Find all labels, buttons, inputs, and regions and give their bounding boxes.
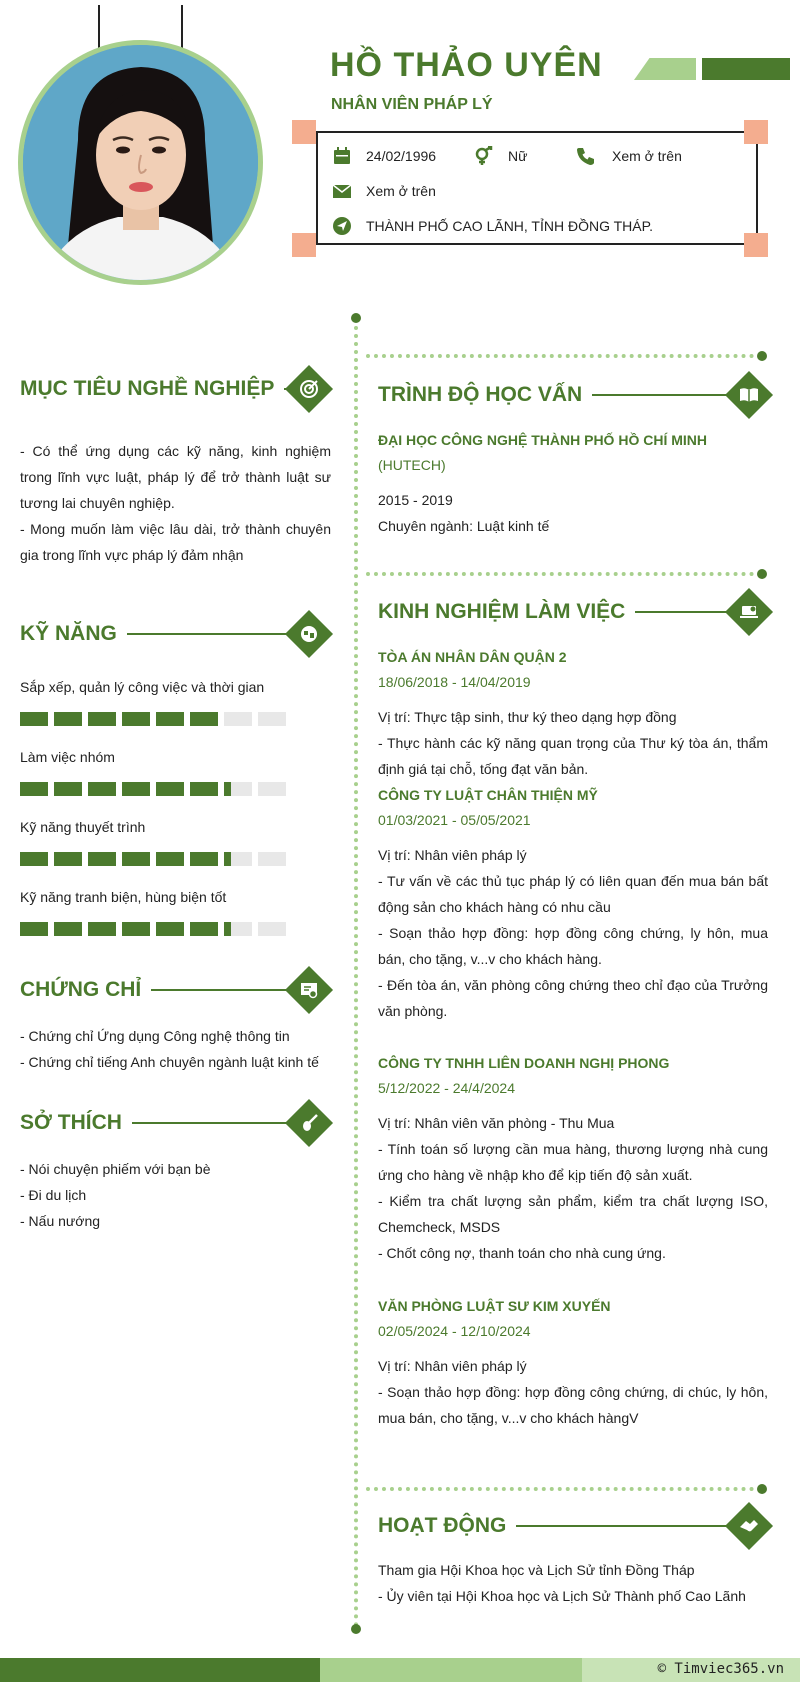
job-line: - Soạn thảo hợp đồng: hợp đồng công chứng, di chúc, ly hôn, mua bán, cho tặng, v...v cho khách hàngV — [378, 1384, 768, 1426]
section-line — [635, 611, 726, 613]
certificate-item: - Chứng chỉ tiếng Anh chuyên ngành luật kinh tế — [20, 1054, 319, 1070]
corner-bottom-left — [292, 233, 316, 257]
divider-activities — [366, 1487, 762, 1491]
objective-line: - Có thể ứng dụng các kỹ năng, kinh nghiệm trong lĩnh vực luật, pháp lý để trở thành luật sư tương lai chuyên nghiệp. — [20, 443, 331, 511]
gender-row — [474, 146, 527, 166]
dob-row — [332, 146, 436, 166]
location-icon — [332, 216, 352, 236]
job-company: CÔNG TY LUẬT CHÂN THIỆN MỸ — [378, 787, 598, 803]
job-line: - Đến tòa án, văn phòng công chứng theo chỉ đạo của Trưởng văn phòng. — [378, 977, 768, 1019]
skill-segment — [88, 852, 116, 866]
skill-segment — [156, 922, 184, 936]
violin-icon — [285, 1099, 333, 1147]
puzzle-icon — [285, 610, 333, 658]
corner-top-left — [292, 120, 316, 144]
skill-segment-fill — [122, 852, 150, 866]
activities-text — [378, 1557, 768, 1609]
skill-level-bar — [20, 782, 286, 796]
section-line — [132, 1122, 286, 1124]
section-line — [516, 1525, 726, 1527]
laptop-icon — [725, 588, 773, 636]
skill-label: Sắp xếp, quản lý công việc và thời gian — [20, 679, 265, 695]
skill-segment — [88, 782, 116, 796]
skill-segment-fill — [88, 852, 116, 866]
skill-segment — [54, 852, 82, 866]
skill-segment-fill — [190, 852, 218, 866]
section-education-header — [378, 378, 772, 412]
skill-segment — [54, 712, 82, 726]
skill-segment-fill — [156, 712, 184, 726]
gender-icon — [474, 146, 494, 166]
job-line: Vị trí: Nhân viên pháp lý — [378, 847, 527, 863]
education-years: 2015 - 2019 — [378, 492, 453, 508]
skill-label: Kỹ năng tranh biện, hùng biện tốt — [20, 889, 227, 905]
timeline-end-dot — [351, 1624, 361, 1634]
target-icon — [285, 365, 333, 413]
skill-segment — [156, 712, 184, 726]
section-line — [592, 394, 726, 396]
job-line: - Tính toán số lượng cần mua hàng, thương lượng nhà cung ứng cho hàng về nhập kho để kịp tiến độ sản xuất. — [378, 1141, 768, 1183]
skill-segment — [224, 852, 252, 866]
job-period: 18/06/2018 - 14/04/2019 — [378, 674, 531, 690]
section-line — [151, 989, 286, 991]
job-line: Vị trí: Thực tập sinh, thư ký theo dạng hợp đồng — [378, 709, 677, 725]
skill-segment-fill — [20, 782, 48, 796]
skill-segment-fill — [88, 782, 116, 796]
job-company: CÔNG TY TNHH LIÊN DOANH NGHỊ PHONG — [378, 1055, 670, 1071]
phone-icon — [576, 146, 596, 166]
skill-segment-fill — [224, 852, 231, 866]
skill-segment — [224, 782, 252, 796]
envelope-icon — [332, 181, 352, 201]
skill-segment — [20, 852, 48, 866]
job-line: Vị trí: Nhân viên văn phòng - Thu Mua — [378, 1115, 615, 1131]
skill-segment — [258, 712, 286, 726]
footer-watermark: © Timviec365.vn — [657, 1661, 784, 1677]
section-skills-header — [20, 617, 332, 651]
job-company: TÒA ÁN NHÂN DÂN QUẬN 2 — [378, 649, 567, 665]
section-certificates-header — [20, 973, 332, 1007]
skill-segment — [88, 712, 116, 726]
skill-level-bar — [20, 922, 286, 936]
footer-bar-mid — [320, 1658, 582, 1682]
job-details — [378, 1353, 768, 1431]
section-line — [127, 633, 286, 635]
job-details — [378, 1110, 768, 1266]
calendar-icon — [332, 146, 352, 166]
email-row — [332, 181, 436, 201]
skill-segment — [190, 782, 218, 796]
skill-segment-fill — [54, 922, 82, 936]
skill-segment — [122, 782, 150, 796]
skill-segment — [122, 852, 150, 866]
timeline-vertical — [354, 318, 358, 1628]
education-school-short: (HUTECH) — [378, 457, 446, 473]
hanger-line-right — [181, 5, 183, 50]
job-details — [378, 704, 768, 782]
skill-segment — [224, 922, 252, 936]
book-icon — [725, 371, 773, 419]
section-activities-title: HOẠT ĐỘNG — [378, 1514, 507, 1537]
education-details — [378, 487, 768, 539]
job-line: - Soạn thảo hợp đồng: hợp đồng công chứng, ly hôn, mua bán, cho tặng, v...v cho khách hàng. — [378, 925, 768, 967]
phone-value: Xem ở trên — [612, 148, 682, 164]
skill-segment-fill — [190, 782, 218, 796]
job-line: - Kiểm tra chất lượng sản phẩm, kiểm tra chất lượng ISO, Chemcheck, MSDS — [378, 1193, 768, 1235]
skill-segment-fill — [122, 712, 150, 726]
skill-segment — [20, 782, 48, 796]
certificates-text — [20, 1023, 340, 1075]
address-value: THÀNH PHỐ CAO LÃNH, TỈNH ĐỒNG THÁP. — [366, 218, 654, 234]
section-education-title: TRÌNH ĐỘ HỌC VẤN — [378, 383, 583, 406]
phone-row — [576, 146, 682, 166]
skill-level-bar — [20, 852, 286, 866]
job-period: 02/05/2024 - 12/10/2024 — [378, 1323, 531, 1339]
skill-segment — [156, 852, 184, 866]
skill-segment — [258, 782, 286, 796]
activity-item: Tham gia Hội Khoa học và Lịch Sử tỉnh Đồng Tháp — [378, 1562, 695, 1578]
skill-segment — [156, 782, 184, 796]
section-hobbies-header — [20, 1106, 332, 1140]
skill-segment — [190, 852, 218, 866]
footer-bar-dark — [0, 1658, 320, 1682]
skill-segment — [258, 922, 286, 936]
skill-segment-fill — [122, 922, 150, 936]
certificate-item: - Chứng chỉ Ứng dụng Công nghệ thông tin — [20, 1028, 290, 1044]
section-hobbies-title: SỞ THÍCH — [20, 1111, 122, 1134]
divider-experience-end — [757, 569, 767, 579]
hobby-item: - Đi du lịch — [20, 1187, 87, 1203]
address-row — [332, 216, 653, 236]
skill-segment-fill — [156, 852, 184, 866]
skill-segment — [122, 922, 150, 936]
skill-segment — [54, 922, 82, 936]
section-activities-header — [378, 1509, 772, 1543]
skill-segment — [54, 782, 82, 796]
divider-education — [366, 354, 762, 358]
divider-education-end — [757, 351, 767, 361]
skill-segment — [258, 852, 286, 866]
job-line: Vị trí: Nhân viên pháp lý — [378, 1358, 527, 1374]
skill-segment — [122, 712, 150, 726]
profile-photo — [23, 45, 258, 280]
decorative-tag-light — [634, 58, 696, 80]
skill-segment — [190, 922, 218, 936]
skill-segment-fill — [88, 922, 116, 936]
job-details — [378, 842, 768, 1024]
divider-experience — [366, 572, 762, 576]
skill-segment — [88, 922, 116, 936]
objective-text — [20, 438, 331, 568]
divider-activities-end — [757, 1484, 767, 1494]
skill-segment-fill — [190, 922, 218, 936]
skill-segment-fill — [156, 782, 184, 796]
skill-label: Làm việc nhóm — [20, 749, 115, 765]
objective-line: - Mong muốn làm việc lâu dài, trở thành chuyên gia trong lĩnh vực pháp lý đảm nhận — [20, 521, 331, 563]
skill-segment — [20, 922, 48, 936]
hobby-item: - Nói chuyện phiếm với bạn bè — [20, 1161, 211, 1177]
job-period: 01/03/2021 - 05/05/2021 — [378, 812, 531, 828]
education-school: ĐẠI HỌC CÔNG NGHỆ THÀNH PHỐ HỒ CHÍ MINH — [378, 432, 707, 448]
skill-segment-fill — [54, 852, 82, 866]
section-objective-title: MỤC TIÊU NGHỀ NGHIỆP — [20, 377, 275, 400]
section-skills-title: KỸ NĂNG — [20, 622, 117, 645]
timeline-start-dot — [351, 313, 361, 323]
skill-segment-fill — [54, 712, 82, 726]
skill-level-bar — [20, 712, 286, 726]
job-period: 5/12/2022 - 24/4/2024 — [378, 1080, 516, 1096]
section-experience-title: KINH NGHIỆM LÀM VIỆC — [378, 600, 626, 623]
corner-top-right — [744, 120, 768, 144]
skill-segment-fill — [20, 922, 48, 936]
job-line: - Thực hành các kỹ năng quan trọng của Thư ký tòa án, thẩm định giá tại chỗ, tống đạt văn bản. — [378, 735, 768, 777]
skill-segment-fill — [156, 922, 184, 936]
activity-item: - Ủy viên tại Hội Khoa học và Lịch Sử Thành phố Cao Lãnh — [378, 1588, 746, 1604]
hobby-item: - Nấu nướng — [20, 1213, 101, 1229]
gender-value: Nữ — [508, 148, 528, 164]
skill-segment — [20, 712, 48, 726]
skill-segment-fill — [20, 852, 48, 866]
decorative-tag-dark — [702, 58, 790, 80]
skill-segment-fill — [122, 782, 150, 796]
handshake-icon — [725, 1502, 773, 1550]
job-line: - Tư vấn về các thủ tục pháp lý có liên quan đến mua bán bất động sản cho khách hàng có nhu cầu — [378, 873, 768, 915]
certificate-icon — [285, 966, 333, 1014]
hanger-line-left — [98, 5, 100, 50]
job-title: NHÂN VIÊN PHÁP LÝ — [331, 96, 493, 113]
candidate-name: HỒ THẢO UYÊN — [330, 46, 603, 84]
skill-segment — [224, 712, 252, 726]
section-objective-header — [20, 372, 332, 406]
profile-photo-frame — [18, 40, 263, 285]
skill-segment-fill — [224, 922, 231, 936]
corner-bottom-right — [744, 233, 768, 257]
skill-segment-fill — [224, 782, 231, 796]
skill-label: Kỹ năng thuyết trình — [20, 819, 146, 835]
email-value: Xem ở trên — [366, 183, 436, 199]
portrait-illustration — [23, 45, 258, 280]
education-major: Chuyên ngành: Luật kinh tế — [378, 518, 550, 534]
dob-value: 24/02/1996 — [366, 148, 437, 164]
job-line: - Chốt công nợ, thanh toán cho nhà cung ứng. — [378, 1245, 666, 1261]
skill-segment — [190, 712, 218, 726]
skill-segment-fill — [190, 712, 218, 726]
job-company: VĂN PHÒNG LUẬT SƯ KIM XUYẾN — [378, 1298, 611, 1314]
skill-segment-fill — [88, 712, 116, 726]
skill-segment-fill — [54, 782, 82, 796]
section-experience-header — [378, 595, 772, 629]
skill-segment-fill — [20, 712, 48, 726]
section-certificates-title: CHỨNG CHỈ — [20, 978, 142, 1001]
hobbies-text — [20, 1156, 320, 1234]
